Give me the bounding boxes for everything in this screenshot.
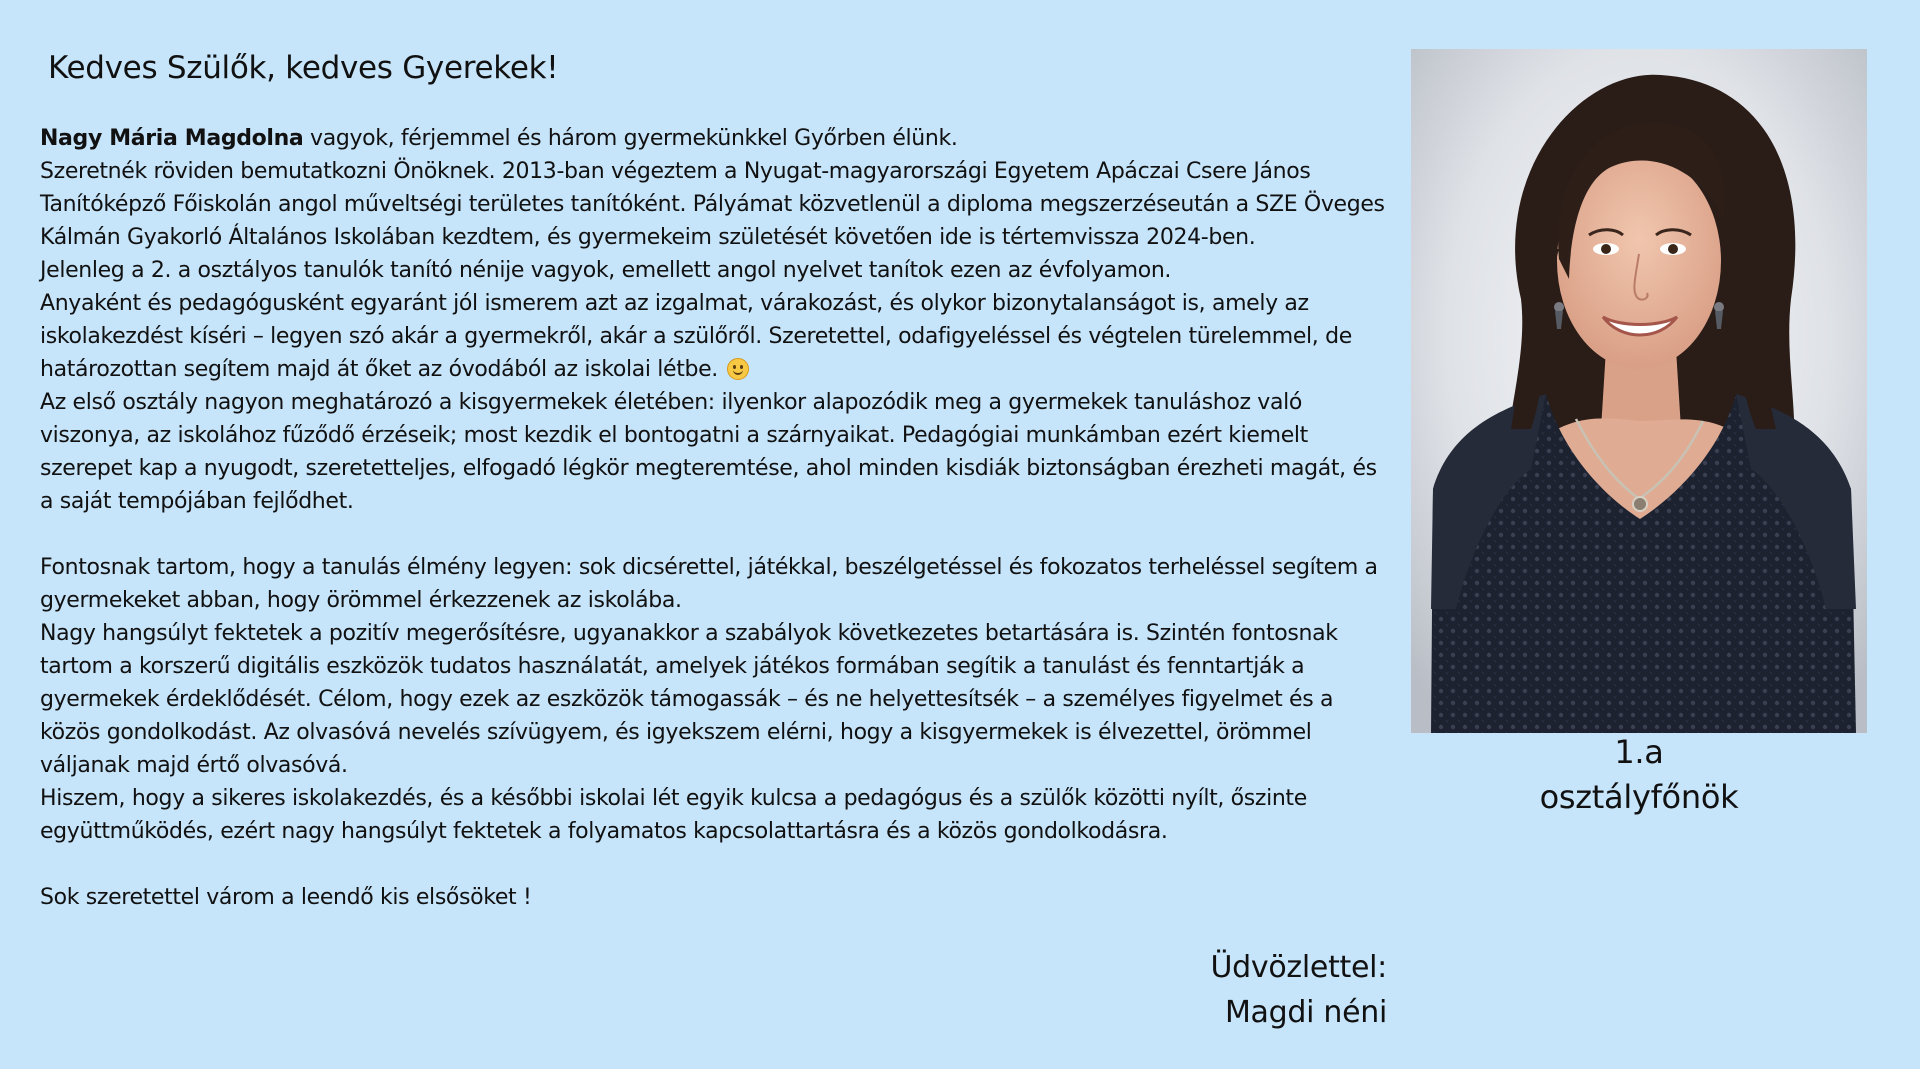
intro-text: vagyok, férjemmel és három gyermekünkkel Győrben élünk. xyxy=(303,126,958,151)
methods-paragraph: Nagy hangsúlyt fektetek a pozitív megerősítésre, ugyanakkor a szabályok következetes betartására is. Szintén fontosnak tartom a korszerű digitális eszközök tudatos használatát, amelyek játékos formában segítik a tanulást és fenntartják a gyermekek érdeklődését. Célom, hogy ezek az eszközök támogassák – és ne helyettesítsék – a személyes figyelmet és a közös gondolkodást. Az olvasóvá nevelés szívügyem, és igyekszem elérni, hogy a kisgyermekek is élvezettel, örömmel váljanak majd értő olvasóvá. xyxy=(40,621,1338,778)
cooperation-paragraph: Hiszem, hogy a sikeres iskolakezdés, és a későbbi iskolai lét egyik kulcsa a pedagógus és a szülők közötti nyílt, őszinte együttműködés, ezért nagy hangsúlyt fektetek a folyamatos kapcsolattartásra és a közös gondolkodásra. xyxy=(40,786,1307,844)
current-role-paragraph: Jelenleg a 2. a osztályos tanulók tanító nénije vagyok, emellett angol nyelvet tanítok ezen az évfolyamon. xyxy=(40,258,1172,283)
signoff-name: Magdi néni xyxy=(1224,995,1387,1030)
learning-paragraph: Fontosnak tartom, hogy a tanulás élmény legyen: sok dicsérettel, játékkal, beszélgetéssel és fokozatos terheléssel segítem a gyermekeket abban, hogy örömmel érkezzenek az iskolába. xyxy=(40,555,1378,613)
letter-body xyxy=(40,122,1387,914)
photo-caption xyxy=(1411,730,1867,820)
class-name: 1.a xyxy=(1614,733,1664,771)
smiley-icon xyxy=(727,358,749,380)
teacher-name: Nagy Mária Magdolna xyxy=(40,126,304,151)
signoff xyxy=(1211,945,1387,1035)
paragraph-spacer xyxy=(40,518,1387,551)
signoff-greeting: Üdvözlettel: xyxy=(1210,950,1387,985)
parent-teacher-paragraph xyxy=(40,287,1387,386)
closing-paragraph: Sok szeretettel várom a leendő kis elsősöket ! xyxy=(40,885,532,910)
teacher-portrait-photo xyxy=(1411,49,1867,733)
paragraph-spacer xyxy=(40,848,1387,881)
parent-teacher-text: Anyaként és pedagógusként egyaránt jól ismerem azt az izgalmat, várakozást, és olykor bizonytalanságot is, amely az iskolakezdést kíséri – legyen szó akár a gyermekről, akár a szülőről. Szeretettel, odafigyeléssel és végtelen türelemmel, de határozottan segítem majd át őket az óvodából az iskolai létbe. xyxy=(40,291,1352,382)
class-teacher-role: osztályfőnök xyxy=(1539,778,1739,816)
letter-greeting: Kedves Szülők, kedves Gyerekek! xyxy=(48,50,559,86)
first-year-paragraph: Az első osztály nagyon meghatározó a kisgyermekek életében: ilyenkor alapozódik meg a gyermekek tanuláshoz való viszonya, az iskolához fűződő érzéseik; most kezdik el bontogatni a szárnyaikat. Pedagógiai munkámban ezért kiemelt szerepet kap a nyugodt, szeretetteljes, elfogadó légkör megteremtése, ahol minden kisdiák biztonságban érezheti magát, és a saját tempójában fejlődhet. xyxy=(40,390,1377,514)
career-paragraph: Szeretnék röviden bemutatkozni Önöknek. 2013-ban végeztem a Nyugat-magyarországi Egyetem Apáczai Csere János Tanítóképző Főiskolán angol műveltségi területes tanítóként. Pályámat közvetlenül a diploma megszerzéseután a SZE Öveges Kálmán Gyakorló Általános Iskolában kezdtem, és gyermekeim születését követően ide is tértemvissza 2024-ben. xyxy=(40,159,1385,250)
intro-paragraph xyxy=(40,122,1387,155)
